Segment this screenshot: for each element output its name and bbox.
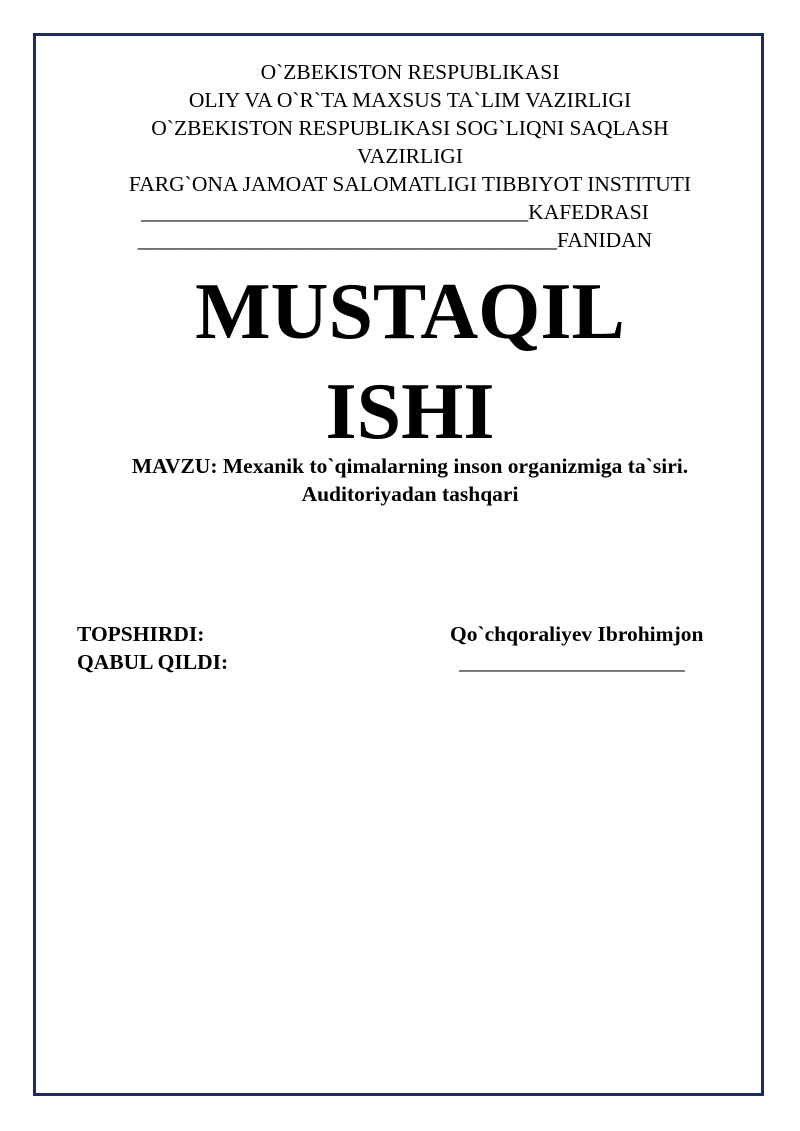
submitted-label: TOPSHIRDI: <box>77 622 205 646</box>
topic-line-1: MAVZU: Mexanik to`qimalarning inson organizmiga ta`siri. <box>131 454 689 478</box>
department-line <box>6 198 784 226</box>
institute-line: FARG`ONA JAMOAT SALOMATLIGI TIBBIYOT INSTITUTI <box>128 172 692 196</box>
accepted-label: QABUL QILDI: <box>77 650 229 674</box>
institution-header <box>36 58 784 254</box>
department-blank: ____________________________________ <box>141 200 529 224</box>
republic-line: O`ZBEKISTON RESPUBLIKASI <box>260 60 560 84</box>
document-title <box>36 262 784 462</box>
health-ministry-line: O`ZBEKISTON RESPUBLIKASI SOG`LIQNI SAQLASH VAZIRLIGI <box>151 116 669 168</box>
topic-line-2: Auditoriyadan tashqari <box>301 482 519 506</box>
title-line-2: ISHI <box>325 368 495 456</box>
title-line-1: MUSTAQIL <box>195 268 625 356</box>
topic <box>36 452 784 508</box>
ministry-line: OLIY VA O`R`TA MAXSUS TA`LIM VAZIRLIGI <box>188 88 632 112</box>
accepted-blank: _____________________ <box>459 650 685 674</box>
department-label: KAFEDRASI <box>528 200 649 224</box>
subject-line <box>6 226 784 254</box>
subject-label: FANIDAN <box>557 228 653 252</box>
submitted-value: Qo`chqoraliyev Ibrohimjon <box>450 622 704 646</box>
subject-blank: _______________________________________ <box>137 228 558 252</box>
